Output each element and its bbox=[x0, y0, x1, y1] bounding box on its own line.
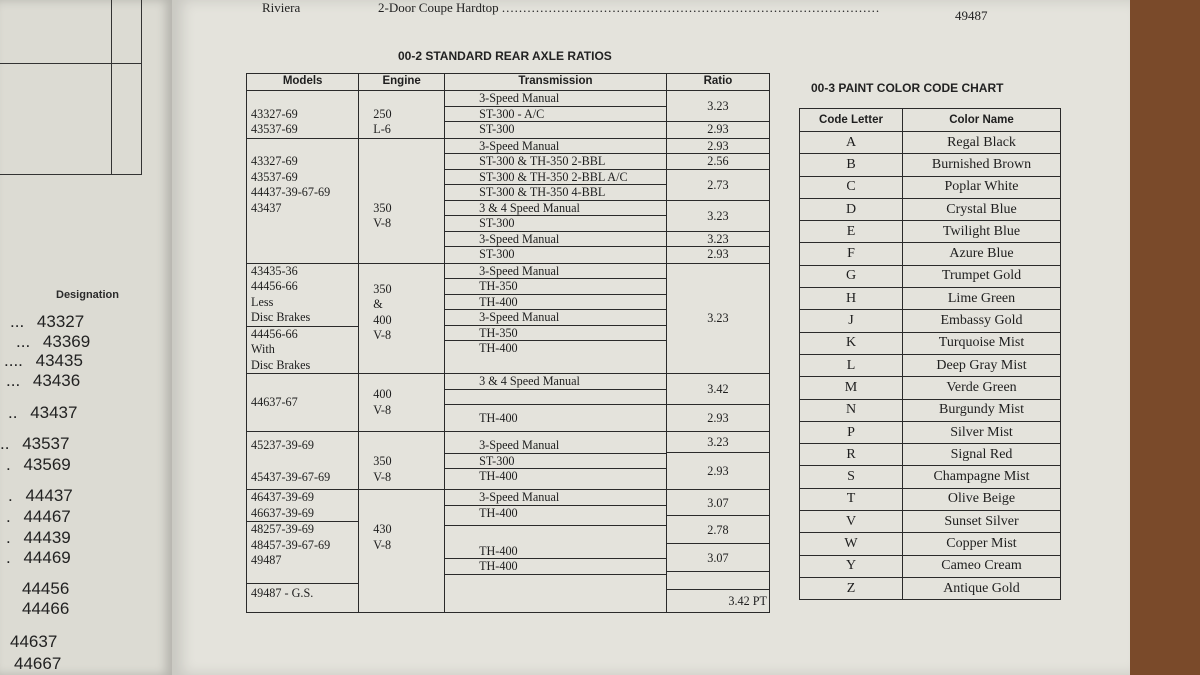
designation-number: 43436 bbox=[32, 371, 81, 390]
designation-item bbox=[22, 579, 69, 599]
leader-dots: ... bbox=[16, 332, 31, 351]
ratio-value: 2.56 bbox=[667, 154, 769, 170]
color-name: Signal Red bbox=[903, 444, 1061, 466]
paint-row bbox=[800, 265, 1061, 287]
axle-group-row bbox=[247, 138, 770, 263]
model-number: 43327-69 bbox=[251, 154, 298, 168]
ratio-value: 3.07 bbox=[667, 544, 769, 572]
color-name: Silver Mist bbox=[903, 421, 1061, 443]
ratio-value: 2.93 bbox=[707, 247, 729, 261]
ratio-cell bbox=[666, 138, 769, 263]
transmission-line: 3-Speed Manual bbox=[445, 310, 666, 326]
designation-number: 44467 bbox=[23, 507, 71, 526]
designation-item bbox=[22, 599, 69, 619]
code-letter: E bbox=[800, 221, 903, 243]
transmission-line: ST-300 bbox=[479, 122, 515, 136]
color-name: Twilight Blue bbox=[903, 221, 1061, 243]
designation-item bbox=[8, 486, 73, 506]
code-letter: F bbox=[800, 243, 903, 265]
leader-dots: ... bbox=[6, 371, 21, 390]
model-number: 45237-39-69 bbox=[251, 438, 314, 452]
paint-row bbox=[800, 377, 1061, 399]
ratio-value: 3.23 bbox=[667, 91, 769, 122]
axle-group-row bbox=[247, 490, 770, 613]
col-code-letter: Code Letter bbox=[800, 109, 903, 132]
designation-label: Designation bbox=[56, 289, 119, 301]
model-number: 43327-69 bbox=[251, 106, 298, 121]
designation-number: 44456 bbox=[22, 579, 70, 598]
box-divider bbox=[111, 0, 112, 174]
transmission-line: ST-300 & TH-350 4-BBL bbox=[445, 185, 666, 201]
designation-number: 43537 bbox=[22, 434, 70, 453]
axle-table-title: 00-2 STANDARD REAR AXLE RATIOS bbox=[398, 49, 612, 63]
model-number: 43435-36 bbox=[251, 263, 298, 278]
color-name: Poplar White bbox=[903, 176, 1061, 198]
model-number: 46637-39-69 bbox=[247, 506, 358, 523]
ratio-value: 2.93 bbox=[667, 139, 769, 155]
models-cell bbox=[247, 374, 359, 432]
ratio-value: 2.78 bbox=[667, 516, 769, 544]
col-color-name: Color Name bbox=[903, 109, 1061, 132]
paint-row bbox=[800, 555, 1061, 577]
model-number: 44456-66 bbox=[251, 326, 298, 341]
code-letter: D bbox=[800, 198, 903, 220]
transmission-line: ST-300 - A/C bbox=[445, 107, 666, 123]
header-number: 49487 bbox=[955, 8, 988, 23]
col-models: Models bbox=[247, 74, 359, 91]
ratio-value: 3.07 bbox=[667, 490, 769, 516]
designation-number: 43327 bbox=[36, 312, 85, 331]
engine-value: 350 bbox=[373, 200, 392, 215]
transmission-cell bbox=[445, 263, 667, 374]
model-number: Disc Brakes bbox=[247, 310, 358, 327]
ratio-cell bbox=[666, 91, 769, 139]
ratio-value: 2.93 bbox=[707, 464, 729, 478]
ratio-cell bbox=[666, 263, 769, 374]
paint-color-table bbox=[799, 108, 1061, 600]
engine-value: 400 bbox=[373, 387, 392, 401]
paint-row bbox=[800, 511, 1061, 533]
model-number: 44437-39-67-69 bbox=[251, 185, 331, 199]
designation-number: 43435 bbox=[35, 351, 83, 370]
engine-cell bbox=[359, 91, 445, 139]
transmission-line: ST-300 bbox=[445, 216, 666, 232]
transmission-cell bbox=[445, 490, 667, 613]
ratio-value: 3.23 bbox=[667, 201, 769, 232]
paint-row bbox=[800, 310, 1061, 332]
transmission-line: TH-350 bbox=[445, 326, 666, 342]
ratio-value: 2.93 bbox=[707, 122, 729, 136]
designation-number: 44637 bbox=[10, 632, 58, 651]
designation-number: 43569 bbox=[23, 455, 71, 474]
model-number: 49487 - G.S. bbox=[247, 583, 358, 602]
model-number: 43537-69 bbox=[251, 169, 298, 184]
ratio-value: 3.42 PT bbox=[728, 594, 767, 608]
code-letter: L bbox=[800, 354, 903, 376]
ratio-value: 3.23 bbox=[667, 432, 769, 453]
engine-value: V-8 bbox=[373, 402, 392, 417]
models-cell bbox=[247, 490, 359, 613]
color-name: Burgundy Mist bbox=[903, 399, 1061, 421]
color-name: Champagne Mist bbox=[903, 466, 1061, 488]
designation-item bbox=[10, 312, 84, 332]
engine-value: V-8 bbox=[373, 537, 392, 552]
designation-item bbox=[6, 455, 71, 475]
code-letter: Y bbox=[800, 555, 903, 577]
engine-cell bbox=[359, 138, 445, 263]
engine-cell bbox=[359, 490, 445, 613]
models-cell bbox=[247, 263, 359, 374]
color-name: Copper Mist bbox=[903, 533, 1061, 555]
color-name: Azure Blue bbox=[903, 243, 1061, 265]
code-letter: N bbox=[800, 399, 903, 421]
leader-dots: ... bbox=[10, 312, 25, 331]
code-letter: M bbox=[800, 377, 903, 399]
transmission-line: TH-400 bbox=[445, 506, 666, 526]
designation-number: 44667 bbox=[14, 654, 62, 673]
leader-dots: . bbox=[6, 455, 11, 474]
axle-group-row bbox=[247, 432, 770, 490]
model-number: 43537-69 bbox=[251, 122, 298, 136]
left-page-box bbox=[0, 0, 142, 175]
paint-row bbox=[800, 132, 1061, 154]
color-name: Sunset Silver bbox=[903, 511, 1061, 533]
header-model: Riviera bbox=[262, 0, 301, 15]
transmission-line: 3-Speed Manual bbox=[445, 264, 666, 280]
paint-row bbox=[800, 444, 1061, 466]
transmission-line: 3-Speed Manual bbox=[445, 232, 666, 248]
designation-number: 44466 bbox=[22, 599, 70, 618]
color-name: Deep Gray Mist bbox=[903, 354, 1061, 376]
transmission-line: TH-400 bbox=[445, 295, 666, 311]
col-transmission: Transmission bbox=[445, 74, 667, 91]
transmission-cell bbox=[445, 138, 667, 263]
designation-item bbox=[16, 332, 90, 352]
transmission-line: TH-350 bbox=[445, 279, 666, 295]
models-cell bbox=[247, 91, 359, 139]
leader-dots: . bbox=[6, 528, 11, 547]
paint-row bbox=[800, 154, 1061, 176]
ratio-value: 2.93 bbox=[707, 411, 729, 425]
paint-row bbox=[800, 332, 1061, 354]
designation-item bbox=[14, 654, 61, 674]
header-body: 2-Door Coupe Hardtop ......................................................................................... bbox=[378, 0, 881, 15]
transmission-line: 3 & 4 Speed Manual bbox=[445, 374, 666, 390]
transmission-line: TH-400 bbox=[445, 559, 666, 575]
color-name: Olive Beige bbox=[903, 488, 1061, 510]
color-name: Lime Green bbox=[903, 288, 1061, 310]
paint-row bbox=[800, 243, 1061, 265]
leader-dots: .... bbox=[4, 351, 23, 370]
engine-value: V-8 bbox=[373, 469, 392, 484]
transmission-line: 3-Speed Manual bbox=[445, 438, 666, 454]
transmission-line: TH-400 bbox=[445, 544, 666, 560]
leader-dots: .. bbox=[8, 403, 18, 422]
color-name: Verde Green bbox=[903, 377, 1061, 399]
engine-value: V-8 bbox=[373, 216, 392, 230]
model-number: Disc Brakes bbox=[251, 357, 311, 372]
engine-value: 350 bbox=[373, 454, 392, 468]
box-divider bbox=[0, 63, 141, 64]
color-name: Crystal Blue bbox=[903, 198, 1061, 220]
designation-item bbox=[6, 548, 71, 568]
transmission-line: TH-400 bbox=[479, 411, 518, 425]
transmission-line: 3 & 4 Speed Manual bbox=[445, 201, 666, 217]
leader-dots: . bbox=[6, 548, 11, 567]
paint-row bbox=[800, 198, 1061, 220]
ratio-cell bbox=[666, 374, 769, 432]
color-name: Trumpet Gold bbox=[903, 265, 1061, 287]
engine-value: 400 bbox=[373, 312, 392, 327]
designation-number: 44437 bbox=[25, 486, 73, 505]
left-page bbox=[0, 0, 172, 675]
ratio-cell bbox=[666, 432, 769, 490]
code-letter: J bbox=[800, 310, 903, 332]
transmission-cell bbox=[445, 91, 667, 139]
engine-value: 350 bbox=[373, 281, 392, 296]
code-letter: W bbox=[800, 533, 903, 555]
leader-dots: . bbox=[8, 486, 13, 505]
transmission-line: TH-400 bbox=[479, 341, 518, 355]
designation-item bbox=[6, 371, 80, 391]
code-letter: K bbox=[800, 332, 903, 354]
model-number: 46437-39-69 bbox=[251, 490, 314, 504]
paint-row bbox=[800, 421, 1061, 443]
color-name: Burnished Brown bbox=[903, 154, 1061, 176]
code-letter: R bbox=[800, 444, 903, 466]
engine-value: 430 bbox=[373, 522, 392, 536]
transmission-line: 3-Speed Manual bbox=[445, 139, 666, 155]
leader-dots: . bbox=[6, 507, 11, 526]
model-number: 44456-66 bbox=[251, 279, 298, 293]
color-name: Cameo Cream bbox=[903, 555, 1061, 577]
color-name: Embassy Gold bbox=[903, 310, 1061, 332]
designation-item bbox=[4, 351, 83, 371]
code-letter: V bbox=[800, 511, 903, 533]
code-letter: T bbox=[800, 488, 903, 510]
code-letter: G bbox=[800, 265, 903, 287]
paint-row bbox=[800, 354, 1061, 376]
engine-value: L-6 bbox=[373, 122, 391, 136]
designation-number: 44439 bbox=[23, 528, 71, 547]
designation-item bbox=[6, 528, 71, 548]
transmission-line: ST-300 bbox=[445, 454, 666, 470]
paint-row bbox=[800, 399, 1061, 421]
color-name: Turquoise Mist bbox=[903, 332, 1061, 354]
model-number: 43437 bbox=[251, 200, 282, 215]
transmission-line: 3-Speed Manual bbox=[445, 490, 666, 506]
code-letter: S bbox=[800, 466, 903, 488]
axle-group-row bbox=[247, 374, 770, 432]
axle-ratio-table bbox=[246, 73, 770, 613]
paint-row bbox=[800, 488, 1061, 510]
code-letter: P bbox=[800, 421, 903, 443]
designation-item bbox=[0, 434, 69, 454]
axle-group-row bbox=[247, 263, 770, 374]
paint-row bbox=[800, 221, 1061, 243]
designation-item bbox=[6, 507, 71, 527]
designation-number: 43369 bbox=[42, 332, 91, 351]
paint-row bbox=[800, 176, 1061, 198]
paint-header-row bbox=[800, 109, 1061, 132]
engine-value: 250 bbox=[373, 106, 392, 121]
engine-cell bbox=[359, 263, 445, 374]
leader-dots: .. bbox=[0, 434, 10, 453]
transmission-line: TH-400 bbox=[479, 469, 518, 483]
transmission-cell bbox=[445, 374, 667, 432]
designation-item bbox=[10, 632, 57, 652]
model-number: Less bbox=[251, 294, 274, 309]
ratio-value: 2.73 bbox=[667, 170, 769, 201]
paint-row bbox=[800, 533, 1061, 555]
transmission-line bbox=[445, 390, 666, 406]
code-letter: B bbox=[800, 154, 903, 176]
transmission-line: ST-300 & TH-350 2-BBL bbox=[445, 154, 666, 170]
transmission-line: ST-300 & TH-350 2-BBL A/C bbox=[445, 170, 666, 186]
engine-cell bbox=[359, 374, 445, 432]
color-name: Antique Gold bbox=[903, 577, 1061, 599]
col-ratio: Ratio bbox=[666, 74, 769, 91]
model-number: 48257-39-69 bbox=[251, 522, 314, 536]
color-name: Regal Black bbox=[903, 132, 1061, 154]
paint-row bbox=[800, 288, 1061, 310]
paint-row bbox=[800, 466, 1061, 488]
designation-number: 44469 bbox=[23, 548, 71, 567]
paint-row bbox=[800, 577, 1061, 599]
code-letter: C bbox=[800, 176, 903, 198]
paint-rows bbox=[800, 132, 1061, 600]
code-letter: Z bbox=[800, 577, 903, 599]
models-cell bbox=[247, 138, 359, 263]
engine-value: V-8 bbox=[373, 328, 392, 342]
code-letter: H bbox=[800, 288, 903, 310]
ratio-value: 3.42 bbox=[667, 374, 769, 405]
ratio-value: 3.23 bbox=[707, 310, 729, 325]
col-engine: Engine bbox=[359, 74, 445, 91]
model-number: 44637-67 bbox=[251, 394, 298, 409]
model-number: 45437-39-67-69 bbox=[251, 469, 331, 484]
transmission-cell bbox=[445, 432, 667, 490]
models-cell bbox=[247, 432, 359, 490]
engine-cell bbox=[359, 432, 445, 490]
transmission-line: 3-Speed Manual bbox=[445, 91, 666, 107]
designation-item bbox=[8, 403, 77, 423]
model-number: With bbox=[251, 342, 275, 356]
ratio-value: 3.23 bbox=[667, 232, 769, 248]
designation-number: 43437 bbox=[30, 403, 78, 422]
model-number: 49487 bbox=[251, 553, 282, 567]
transmission-line: ST-300 bbox=[479, 247, 515, 261]
engine-value: & bbox=[373, 297, 383, 311]
model-number: 48457-39-67-69 bbox=[251, 537, 331, 552]
axle-group-row bbox=[247, 91, 770, 139]
ratio-cell bbox=[666, 490, 769, 613]
paint-table-title: 00-3 PAINT COLOR CODE CHART bbox=[811, 81, 1004, 95]
code-letter: A bbox=[800, 132, 903, 154]
axle-header-row bbox=[247, 74, 770, 91]
